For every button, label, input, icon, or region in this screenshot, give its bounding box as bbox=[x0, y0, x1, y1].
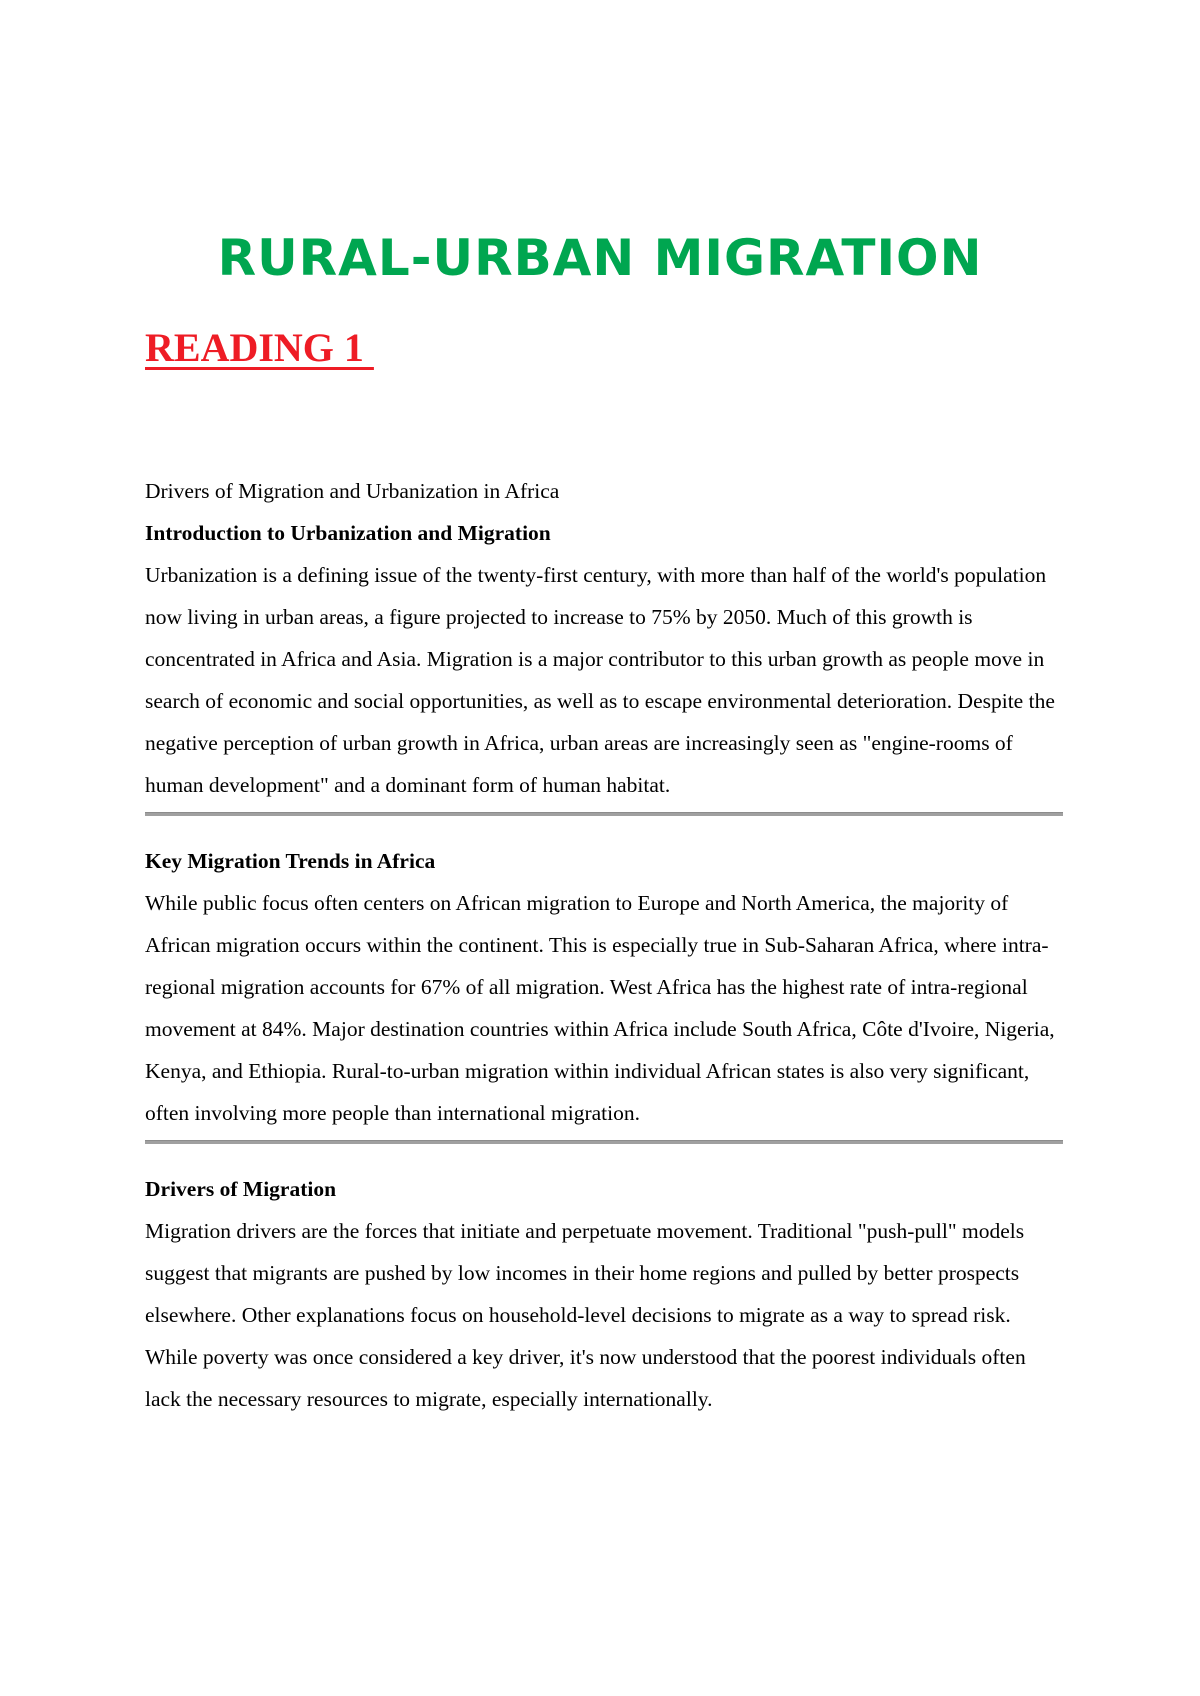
section-heading: Drivers of Migration bbox=[145, 1177, 337, 1201]
section-divider bbox=[145, 812, 1063, 816]
section-heading: Key Migration Trends in Africa bbox=[145, 849, 436, 873]
section-heading: Introduction to Urbanization and Migration bbox=[145, 521, 551, 545]
section-divider bbox=[145, 1140, 1063, 1144]
section-introduction bbox=[145, 512, 1065, 806]
reading-label: READING 1 bbox=[145, 325, 374, 370]
section-drivers bbox=[145, 1168, 1065, 1420]
section-body: Urbanization is a defining issue of the twenty-first century, with more than half of the world's population now living in urban areas, a figure projected to increase to 75% by 2050. Much of this growth is concentrated in Africa and Asia. Migration is a major contributor to this urban growth as people move in search of economic and social opportunities, as well as to escape environmental deterioration. Despite the negative perception of urban growth in Africa, urban areas are increasingly seen as "engine-rooms of human development" and a dominant form of human habitat. bbox=[145, 563, 1055, 797]
section-body: While public focus often centers on African migration to Europe and North America, the majority of African migration occurs within the continent. This is especially true in Sub-Saharan Africa, where intra-regional migration accounts for 67% of all migration. West Africa has the highest rate of intra-regional movement at 84%. Major destination countries within Africa include South Africa, Côte d'Ivoire, Nigeria, Kenya, and Ethiopia. Rural-to-urban migration within individual African states is also very significant, often involving more people than international migration. bbox=[145, 891, 1055, 1125]
document-content bbox=[145, 470, 1065, 1420]
section-key-trends bbox=[145, 840, 1065, 1134]
document-title: RURAL-URBAN MIGRATION bbox=[217, 229, 983, 287]
document-subtitle: Drivers of Migration and Urbanization in Africa bbox=[145, 479, 560, 503]
section-body: Migration drivers are the forces that initiate and perpetuate movement. Traditional "push-pull" models suggest that migrants are pushed by low incomes in their home regions and pulled by better prospects elsewhere. Other explanations focus on household-level decisions to migrate as a way to spread risk. While poverty was once considered a key driver, it's now understood that the poorest individuals often lack the necessary resources to migrate, especially internationally. bbox=[145, 1219, 1026, 1411]
